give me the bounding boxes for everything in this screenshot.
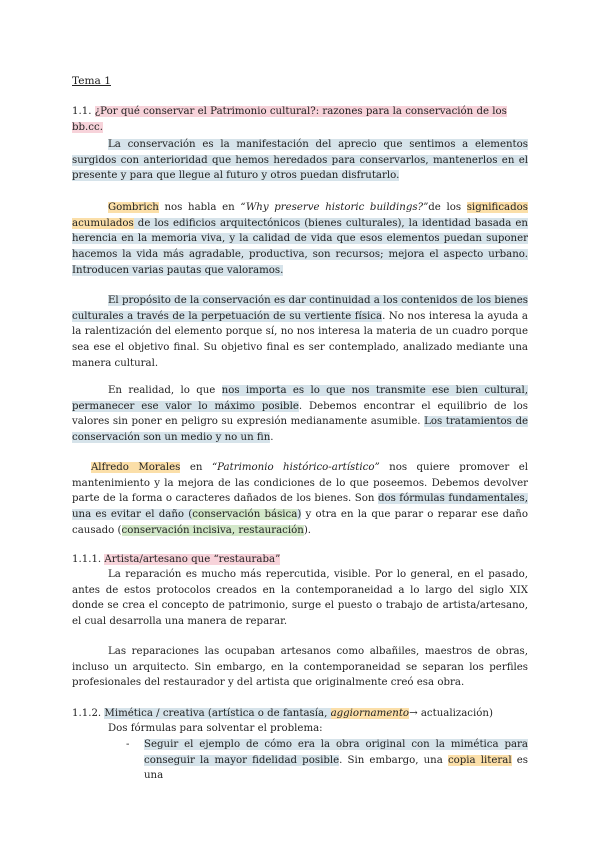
paragraph-proposito xyxy=(72,293,528,372)
section-1-1-2-heading xyxy=(72,706,528,722)
highlight-mimetica: Seguir el ejemplo de cómo era la obra original con la mimética para conseguir la mayor fidelidad posible xyxy=(144,739,528,766)
highlight-tratamientos: Los tratamientos de conservación son un medio y no un fin xyxy=(72,416,528,444)
text-run: En realidad, lo que xyxy=(108,385,222,396)
highlight-formulas-close: ) xyxy=(297,509,302,521)
text-run: . Sin embargo, una xyxy=(339,754,448,766)
highlight-gombrich-body: de los edificios arquitectónicos (bienes culturales), la identidad basada en herencia en la memoria viva, y la calidad de vida que esos elementos puedan suponer hacemos la vida más agradable, productiva, son recursos; mejora el aspecto urbano. Introducen varias pautas que valoramos. xyxy=(72,217,528,276)
text-run: → actualización) xyxy=(409,708,493,719)
highlight-copia-literal: copia literal xyxy=(447,754,512,766)
bullet-mark: - xyxy=(126,739,130,750)
paragraph-realidad xyxy=(72,383,528,446)
text-run: Las reparaciones las ocupaban artesanos como albañiles, maestros de obras, incluso un arquitecto. Sin embargo, en la contemporaneidad se separan los perfiles profesionales del restaurador y del artista que originalmente creó esa obra. xyxy=(72,646,528,689)
text-run: ). xyxy=(303,524,312,536)
text-run: es una xyxy=(144,754,528,782)
section-number: 1.1. xyxy=(72,106,95,117)
section-1-1-1-heading xyxy=(72,552,528,568)
paragraph-gombrich xyxy=(72,200,528,279)
highlight-conservacion-basica: conservación básica xyxy=(192,509,298,521)
list-item xyxy=(144,737,528,784)
highlight-proposito: El propósito de la conservación es dar continuidad a los contenidos de los bienes culturales a través de la perpetuación de su vertiente física xyxy=(72,295,528,322)
paragraph-conservacion xyxy=(72,137,528,184)
text-run: La reparación es mucho más repercutida, visible. Por lo general, en el pasado, antes de estos protocolos creados en la contemporaneidad a lo largo del siglo XIX donde se crea el concepto de patrimonio, surge el puesto o trabajo de artista/artesano, el cual desarrolla una manera de reparar. xyxy=(72,569,528,628)
section-number: 1.1.2. xyxy=(72,708,105,719)
author-morales: Alfredo Morales xyxy=(90,462,181,473)
highlight-formulas: dos fórmulas fundamentales, una es evitar el daño ( xyxy=(72,493,529,521)
list-bullet xyxy=(126,737,146,753)
text-run: de los xyxy=(428,202,467,213)
author-gombrich: Gombrich xyxy=(108,202,159,213)
term-aggiornamento: aggiornamento xyxy=(330,708,410,719)
text-run: nos quiere promover el mantenimiento y la mejora de las condiciones de lo que poseemos. Debemos devolver parte de la forma o caracteres dañados de los bienes. Son xyxy=(72,462,529,505)
text-run: nos habla en xyxy=(158,202,241,213)
section-title: ¿Por qué conservar el Patrimonio cultural?: razones para la conservación de los bb.cc. xyxy=(72,106,507,133)
section-number: 1.1.1. xyxy=(72,554,105,565)
text-run: y otra en la que parar o reparar ese daño causado ( xyxy=(72,509,528,536)
highlight-definition: La conservación es la manifestación del aprecio que sentimos a elementos surgidos con anterioridad que hemos heredados para conservarlos, mantenerlos en el presente y para que llegue al futuro y otros puedan disfrutarlo. xyxy=(72,139,528,182)
section-title: Mimética / creativa (artística o de fantasía, xyxy=(104,708,331,719)
title-text: Tema 1 xyxy=(72,75,111,87)
text-run: . Debemos encontrar el equilibrio de los valores sin poner en peligro su expresión medianamente asumible. xyxy=(72,400,528,428)
book-title: “Why preserve historic buildings?” xyxy=(240,202,429,213)
text-run: en xyxy=(180,462,212,473)
section-title: Artista/artesano que “restauraba” xyxy=(104,554,281,565)
paragraph-reparaciones xyxy=(72,644,528,691)
section-1-1-heading xyxy=(72,104,528,135)
highlight-conservacion-incisiva: conservación incisiva, restauración xyxy=(121,524,304,536)
page-title xyxy=(72,74,528,90)
text-run: Dos fórmulas para solventar el problema: xyxy=(108,723,323,734)
paragraph-formulas xyxy=(108,721,528,737)
highlight-significados: significados acumulados xyxy=(72,202,528,229)
highlight-transmite: nos importa es lo que nos transmite ese bien cultural, permanecer ese valor lo máximo posible xyxy=(72,385,528,412)
book-title: “Patrimonio histórico-artístico” xyxy=(211,462,380,473)
paragraph-morales xyxy=(72,460,528,539)
paragraph-reparacion xyxy=(72,567,528,630)
text-run: . xyxy=(270,432,274,444)
text-run: . No nos interesa la ayuda a la ralentización del elemento porque sí, no nos interesa la materia de un cuadro porque sea ese el objetivo final. Su objetivo final es ser contemplado, analizado mediante una manera cultural. xyxy=(72,310,528,369)
